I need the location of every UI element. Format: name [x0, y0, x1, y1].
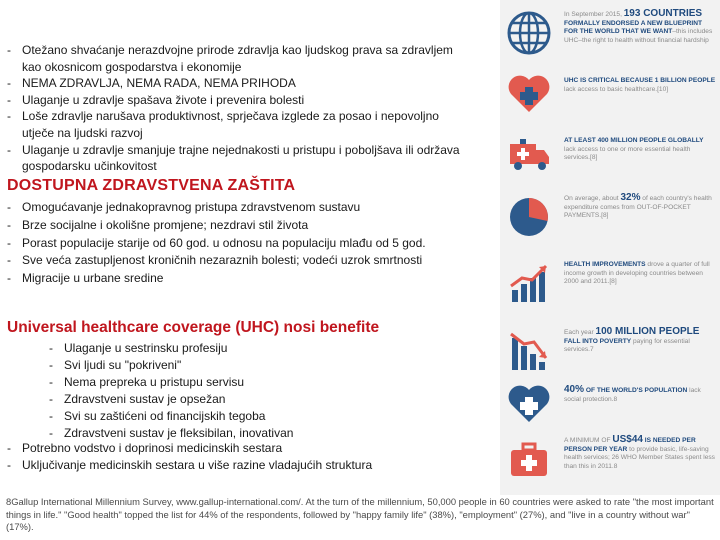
decline-chart-icon [506, 328, 552, 374]
list-item: - Brze socijalne i okolišne promjene; nezdravi stil života [0, 217, 470, 235]
list-item: - Otežano shvaćanje nerazdvojne prirode zdravlja kao ljudskog prava sa zdravljem kao okosnicom gospodarstva i ekonomije [0, 42, 460, 75]
list-item: - Svi su zaštićeni od financijskih tegoba [42, 408, 442, 425]
list-item: - Omogućavanje jednakopravnog pristupa zdravstvenom sustavu [0, 199, 470, 217]
infographic-row [500, 4, 720, 62]
list-item: - Ulaganje u zdravlje smanjuje trajne nejednakosti u pristupu i poboljšava ili održava gospodarsku učinkovitost [0, 142, 460, 175]
infographic-row [500, 374, 720, 432]
uhc-benefit-list [42, 340, 442, 442]
list-item: - Potrebno vodstvo i doprinosi medicinskih sestara [0, 440, 480, 457]
list-item: - Porast populacije starije od 60 god. u odnosu na populaciju mlađu od 5 god. [0, 235, 470, 253]
infographic-text: HEALTH IMPROVEMENTS drove a quarter of full income growth in developing countries between 2000 and 2011.[8] [564, 261, 710, 286]
list-item: - Loše zdravlje narušava produktivnost, sprječava izglede za posao i nepovoljno utječe na ljudski razvoj [0, 108, 460, 141]
infographic-text: A MINIMUM OF US$44 IS NEEDED PER PERSON PER YEAR to provide basic, life-saving health services; 26 WHO Member States spent less than this in 2011.8 [564, 434, 715, 470]
infographic-text: AT LEAST 400 MILLION PEOPLE GLOBALLY lack access to one or more essential health services.[8] [564, 137, 704, 162]
list-item: - Nema prepreka u pristupu servisu [42, 374, 442, 391]
access-bullet-list [0, 199, 470, 288]
globe-icon [506, 10, 552, 56]
list-item: - Uključivanje medicinskih sestara u više razine vladajućih struktura [0, 457, 480, 474]
infographic-row [500, 430, 720, 488]
footnote: 8Gallup International Millennium Survey, www.gallup-international.com/. At the turn of the millennium, 50,000 people in 60 countries were asked to rate "the most important things in life." "Good health" topped the list for 44% of the respondents, followed by "happy family life" (38%), "employment" (27%), and "live in a country without war" (17%). [6, 496, 714, 533]
infographic-row [500, 188, 720, 246]
medical-kit-icon [506, 436, 552, 482]
heart-cross-icon [506, 70, 552, 116]
uhc-infographic-panel [500, 0, 720, 495]
infographic-text: 40% OF THE WORLD'S POPULATION lack social protection.8 [564, 384, 701, 403]
infographic-text: On average, about 32% of each country's health expenditure comes from OUT-OF-POCKET PAYMENTS.[8] [564, 192, 712, 220]
top-bullet-list [0, 42, 460, 175]
growth-chart-icon [506, 260, 552, 306]
list-item: - Zdravstveni sustav je opsežan [42, 391, 442, 408]
infographic-text: In September 2015, 193 COUNTRIES FORMALLY ENDORSED A NEW BLUEPRINT FOR THE WORLD THAT WE WANT–this includes UHC–the right to health without financial hardship [564, 8, 713, 44]
infographic-row [500, 254, 720, 312]
list-item: - NEMA ZDRAVLJA, NEMA RADA, NEMA PRIHODA [0, 75, 460, 92]
infographic-text: Each year 100 MILLION PEOPLE FALL INTO POVERTY paying for essential services.7 [564, 326, 700, 354]
list-item: - Zdravstveni sustav je fleksibilan, inovativan [42, 425, 442, 442]
list-item: - Ulaganje u zdravlje spašava živote i prevenira bolesti [0, 92, 460, 109]
list-item: - Svi ljudi su "pokriveni" [42, 357, 442, 374]
pie-icon [506, 194, 552, 240]
infographic-text: UHC IS CRITICAL BECAUSE 1 BILLION PEOPLE lack access to basic healthcare.[10] [564, 77, 716, 93]
heart-cross-icon [506, 380, 552, 426]
infographic-row [500, 64, 720, 122]
list-item: - Sve veća zastupljenost kroničnih nezaraznih bolesti; vodeći uzrok smrtnosti [0, 252, 470, 270]
section-heading-access: DOSTUPNA ZDRAVSTVENA ZAŠTITA [7, 177, 296, 194]
infographic-row [500, 124, 720, 182]
list-item: - Ulaganje u sestrinsku profesiju [42, 340, 442, 357]
section-heading-uhc: Universal healthcare coverage (UHC) nosi benefite [7, 319, 380, 336]
ambulance-icon [506, 130, 552, 176]
tail-bullet-list [0, 440, 480, 473]
infographic-row [500, 322, 720, 380]
list-item: - Migracije u urbane sredine [0, 270, 470, 288]
